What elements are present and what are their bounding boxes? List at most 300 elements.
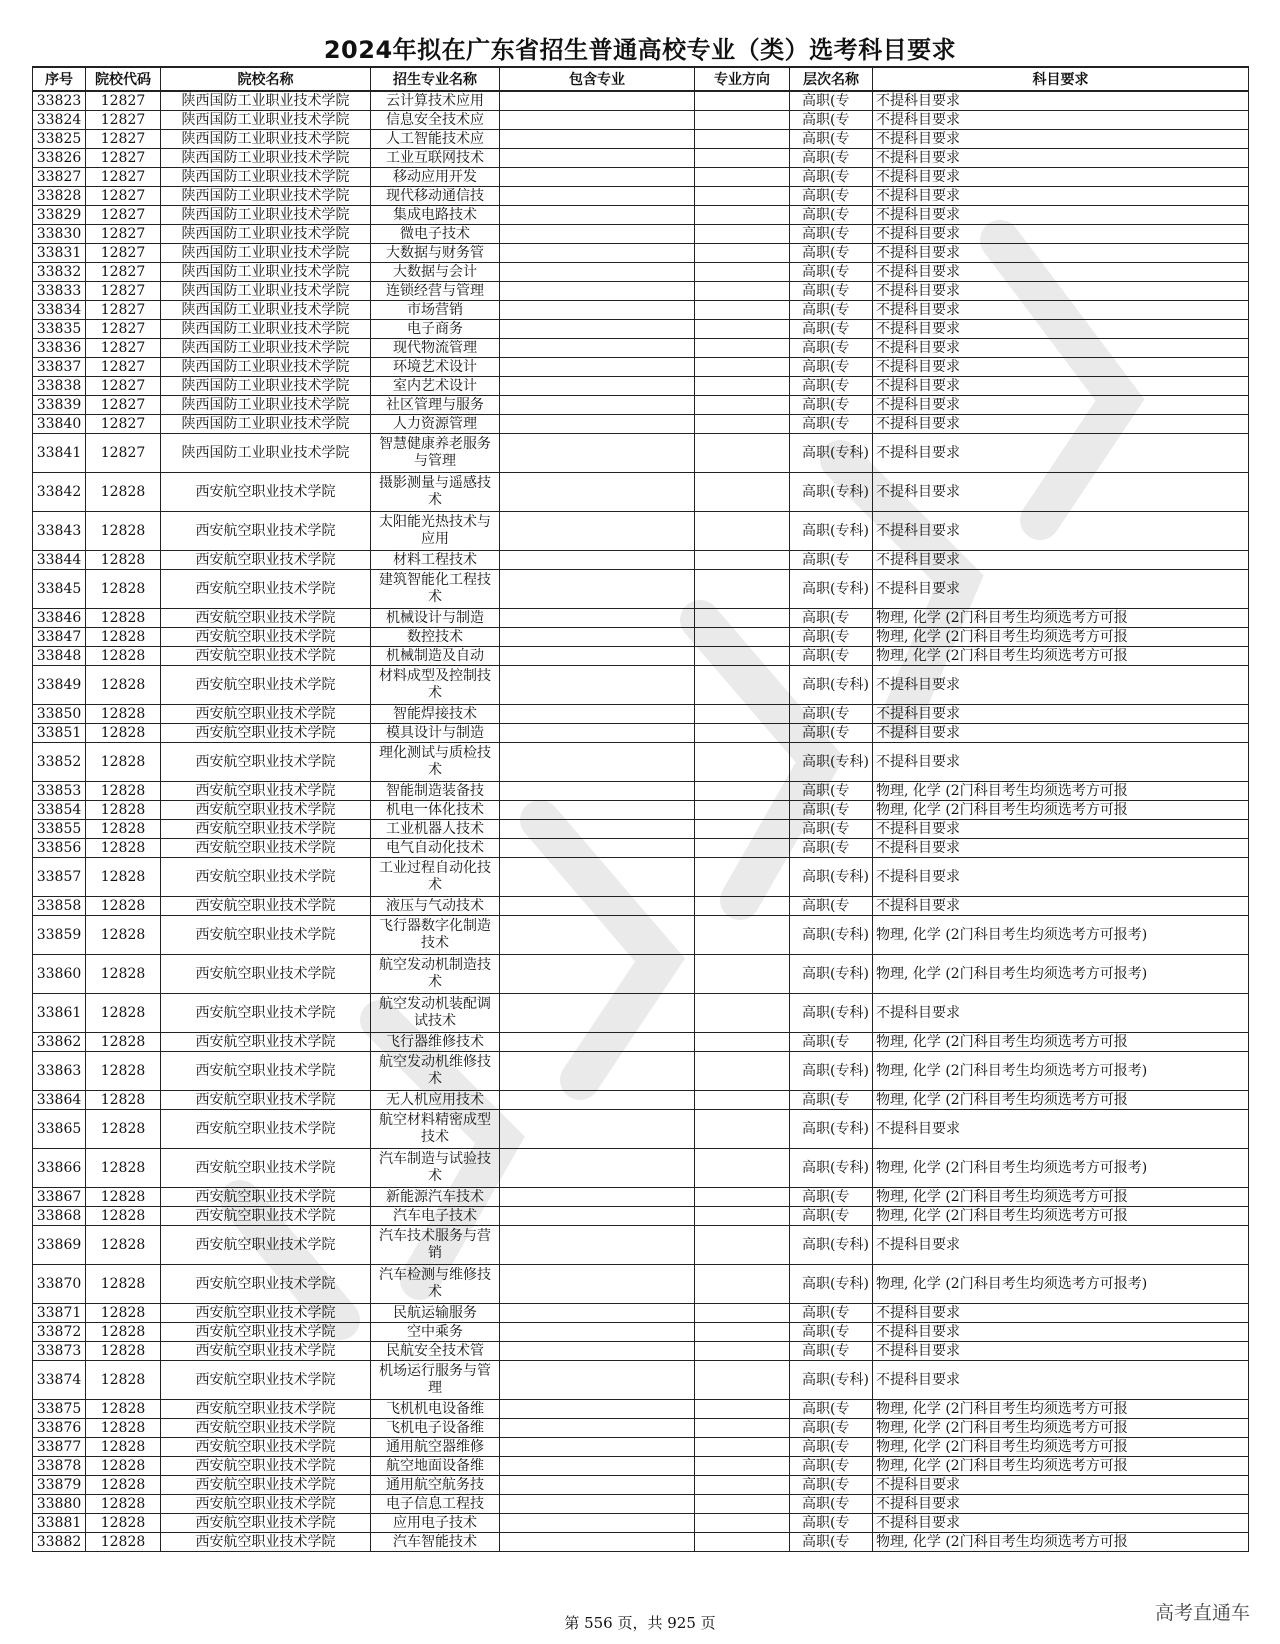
table-row (33, 263, 1249, 282)
row-index: 33874 (33, 1361, 86, 1400)
row-index: 33855 (33, 820, 86, 839)
row-level: 高职(专 (790, 206, 873, 225)
row-direction (695, 187, 790, 206)
row-school-name: 西安航空职业技术学院 (161, 473, 371, 512)
row-requirement: 不提科目要求 (873, 1476, 1249, 1495)
row-requirement: 物理, 化学 (2门科目考生均须选考方可报 (873, 782, 1249, 801)
row-school-name: 西安航空职业技术学院 (161, 1226, 371, 1265)
row-direction (695, 149, 790, 168)
row-direction (695, 244, 790, 263)
row-index: 33840 (33, 415, 86, 434)
row-index: 33857 (33, 858, 86, 897)
table-row (33, 666, 1249, 705)
table-row (33, 1419, 1249, 1438)
row-level: 高职(专 (790, 91, 873, 111)
row-requirement: 不提科目要求 (873, 1342, 1249, 1361)
row-major: 汽车制造与试验技术 (371, 1149, 500, 1188)
row-requirement: 物理, 化学 (2门科目考生均须选考方可报 (873, 647, 1249, 666)
row-requirement: 不提科目要求 (873, 1495, 1249, 1514)
row-major: 室内艺术设计 (371, 377, 500, 396)
table-row (33, 282, 1249, 301)
row-direction (695, 434, 790, 473)
table-row (33, 724, 1249, 743)
row-index: 33826 (33, 149, 86, 168)
row-school-code: 12827 (86, 225, 161, 244)
row-school-name: 西安航空职业技术学院 (161, 820, 371, 839)
row-school-code: 12828 (86, 473, 161, 512)
row-school-code: 12828 (86, 666, 161, 705)
row-requirement: 不提科目要求 (873, 724, 1249, 743)
table-row (33, 301, 1249, 320)
row-direction (695, 1033, 790, 1052)
row-included (500, 705, 695, 724)
row-requirement: 物理, 化学 (2门科目考生均须选考方可报考) (873, 1265, 1249, 1304)
row-school-code: 12828 (86, 994, 161, 1033)
row-school-name: 陕西国防工业职业技术学院 (161, 301, 371, 320)
row-requirement: 不提科目要求 (873, 339, 1249, 358)
row-school-code: 12828 (86, 628, 161, 647)
row-school-name: 陕西国防工业职业技术学院 (161, 111, 371, 130)
row-school-name: 西安航空职业技术学院 (161, 1457, 371, 1476)
row-school-code: 12828 (86, 1304, 161, 1323)
row-level: 高职(专 (790, 301, 873, 320)
row-school-code: 12828 (86, 743, 161, 782)
table-row (33, 916, 1249, 955)
row-major: 电子信息工程技 (371, 1495, 500, 1514)
row-direction (695, 820, 790, 839)
row-direction (695, 1323, 790, 1342)
row-requirement: 物理, 化学 (2门科目考生均须选考方可报 (873, 1188, 1249, 1207)
table-row (33, 339, 1249, 358)
row-major: 飞行器数字化制造技术 (371, 916, 500, 955)
row-school-code: 12828 (86, 570, 161, 609)
row-school-code: 12828 (86, 1149, 161, 1188)
row-index: 33847 (33, 628, 86, 647)
row-major: 集成电路技术 (371, 206, 500, 225)
row-included (500, 168, 695, 187)
row-school-code: 12828 (86, 858, 161, 897)
row-direction (695, 301, 790, 320)
row-major: 飞机电子设备维 (371, 1419, 500, 1438)
table-row (33, 415, 1249, 434)
row-direction (695, 666, 790, 705)
row-direction (695, 358, 790, 377)
row-index: 33866 (33, 1149, 86, 1188)
row-major: 汽车技术服务与营销 (371, 1226, 500, 1265)
row-direction (695, 1110, 790, 1149)
row-included (500, 743, 695, 782)
table-row (33, 1514, 1249, 1533)
row-school-code: 12827 (86, 263, 161, 282)
row-level: 高职(专 (790, 187, 873, 206)
row-direction (695, 705, 790, 724)
row-requirement: 不提科目要求 (873, 858, 1249, 897)
row-level: 高职(专 (790, 111, 873, 130)
row-included (500, 1149, 695, 1188)
row-level: 高职(专科) (790, 1110, 873, 1149)
row-included (500, 1091, 695, 1110)
table-row (33, 705, 1249, 724)
row-major: 机电一体化技术 (371, 801, 500, 820)
row-school-code: 12828 (86, 1188, 161, 1207)
row-requirement: 不提科目要求 (873, 994, 1249, 1033)
row-index: 33850 (33, 705, 86, 724)
row-direction (695, 1149, 790, 1188)
row-requirement: 物理, 化学 (2门科目考生均须选考方可报 (873, 1033, 1249, 1052)
table-row (33, 743, 1249, 782)
table-row (33, 168, 1249, 187)
row-major: 建筑智能化工程技术 (371, 570, 500, 609)
row-direction (695, 858, 790, 897)
table-row (33, 1361, 1249, 1400)
row-school-name: 陕西国防工业职业技术学院 (161, 168, 371, 187)
row-school-name: 西安航空职业技术学院 (161, 994, 371, 1033)
row-requirement: 不提科目要求 (873, 820, 1249, 839)
row-level: 高职(专科) (790, 473, 873, 512)
row-level: 高职(专 (790, 609, 873, 628)
table-row (33, 609, 1249, 628)
row-major: 航空发动机维修技术 (371, 1052, 500, 1091)
table-row (33, 1265, 1249, 1304)
row-major: 云计算技术应用 (371, 91, 500, 111)
row-major: 航空发动机制造技术 (371, 955, 500, 994)
row-level: 高职(专 (790, 705, 873, 724)
row-index: 33825 (33, 130, 86, 149)
row-included (500, 955, 695, 994)
row-level: 高职(专 (790, 897, 873, 916)
row-major: 应用电子技术 (371, 1514, 500, 1533)
row-direction (695, 955, 790, 994)
row-school-name: 西安航空职业技术学院 (161, 839, 371, 858)
row-direction (695, 1265, 790, 1304)
row-included (500, 1304, 695, 1323)
row-direction (695, 1476, 790, 1495)
row-index: 33854 (33, 801, 86, 820)
row-included (500, 666, 695, 705)
row-index: 33845 (33, 570, 86, 609)
table-row (33, 149, 1249, 168)
row-level: 高职(专 (790, 1304, 873, 1323)
row-major: 人力资源管理 (371, 415, 500, 434)
row-included (500, 1457, 695, 1476)
row-level: 高职(专 (790, 1323, 873, 1342)
row-included (500, 130, 695, 149)
row-requirement: 不提科目要求 (873, 839, 1249, 858)
row-direction (695, 130, 790, 149)
row-major: 飞行器维修技术 (371, 1033, 500, 1052)
table-row (33, 1207, 1249, 1226)
row-index: 33853 (33, 782, 86, 801)
row-included (500, 282, 695, 301)
row-requirement: 不提科目要求 (873, 473, 1249, 512)
row-school-code: 12827 (86, 358, 161, 377)
col-header-level: 层次名称 (790, 67, 873, 91)
row-included (500, 1400, 695, 1419)
row-level: 高职(专 (790, 1188, 873, 1207)
row-major: 新能源汽车技术 (371, 1188, 500, 1207)
row-requirement: 物理, 化学 (2门科目考生均须选考方可报 (873, 1533, 1249, 1552)
row-school-code: 12827 (86, 187, 161, 206)
row-included (500, 1495, 695, 1514)
row-school-code: 12827 (86, 282, 161, 301)
row-index: 33882 (33, 1533, 86, 1552)
row-requirement: 不提科目要求 (873, 743, 1249, 782)
row-requirement: 物理, 化学 (2门科目考生均须选考方可报 (873, 1400, 1249, 1419)
row-index: 33859 (33, 916, 86, 955)
row-school-code: 12827 (86, 415, 161, 434)
row-school-code: 12828 (86, 1091, 161, 1110)
row-direction (695, 111, 790, 130)
row-school-name: 西安航空职业技术学院 (161, 1110, 371, 1149)
row-included (500, 858, 695, 897)
row-direction (695, 168, 790, 187)
row-level: 高职(专 (790, 628, 873, 647)
row-school-name: 西安航空职业技术学院 (161, 647, 371, 666)
row-requirement: 不提科目要求 (873, 1361, 1249, 1400)
row-major: 大数据与财务管 (371, 244, 500, 263)
row-index: 33834 (33, 301, 86, 320)
row-level: 高职(专科) (790, 1265, 873, 1304)
row-school-code: 12827 (86, 434, 161, 473)
row-included (500, 1342, 695, 1361)
row-index: 33838 (33, 377, 86, 396)
row-requirement: 不提科目要求 (873, 1304, 1249, 1323)
row-major: 通用航空器维修 (371, 1438, 500, 1457)
row-level: 高职(专 (790, 377, 873, 396)
row-included (500, 415, 695, 434)
row-included (500, 339, 695, 358)
row-level: 高职(专 (790, 225, 873, 244)
row-index: 33879 (33, 1476, 86, 1495)
row-requirement: 物理, 化学 (2门科目考生均须选考方可报考) (873, 1052, 1249, 1091)
row-level: 高职(专 (790, 801, 873, 820)
row-included (500, 187, 695, 206)
row-direction (695, 1226, 790, 1265)
row-level: 高职(专 (790, 782, 873, 801)
row-included (500, 1514, 695, 1533)
row-index: 33858 (33, 897, 86, 916)
row-level: 高职(专 (790, 1495, 873, 1514)
row-index: 33843 (33, 512, 86, 551)
row-school-code: 12828 (86, 1033, 161, 1052)
row-level: 高职(专 (790, 358, 873, 377)
row-direction (695, 1361, 790, 1400)
row-index: 33860 (33, 955, 86, 994)
brand-watermark-text: 高考直通车 (1154, 1602, 1250, 1624)
row-school-name: 陕西国防工业职业技术学院 (161, 244, 371, 263)
row-school-name: 西安航空职业技术学院 (161, 801, 371, 820)
row-school-code: 12827 (86, 301, 161, 320)
row-index: 33871 (33, 1304, 86, 1323)
row-school-code: 12827 (86, 130, 161, 149)
row-included (500, 1207, 695, 1226)
row-included (500, 647, 695, 666)
row-included (500, 206, 695, 225)
row-included (500, 320, 695, 339)
row-level: 高职(专 (790, 263, 873, 282)
row-included (500, 91, 695, 111)
row-direction (695, 1457, 790, 1476)
row-level: 高职(专 (790, 339, 873, 358)
row-index: 33828 (33, 187, 86, 206)
row-requirement: 不提科目要求 (873, 1226, 1249, 1265)
row-index: 33830 (33, 225, 86, 244)
row-major: 民航安全技术管 (371, 1342, 500, 1361)
row-major: 环境艺术设计 (371, 358, 500, 377)
row-direction (695, 1419, 790, 1438)
row-index: 33856 (33, 839, 86, 858)
row-index: 33873 (33, 1342, 86, 1361)
row-level: 高职(专 (790, 647, 873, 666)
row-index: 33877 (33, 1438, 86, 1457)
row-included (500, 301, 695, 320)
row-index: 33872 (33, 1323, 86, 1342)
row-included (500, 628, 695, 647)
row-major: 微电子技术 (371, 225, 500, 244)
row-index: 33833 (33, 282, 86, 301)
row-major: 理化测试与质检技术 (371, 743, 500, 782)
row-requirement: 物理, 化学 (2门科目考生均须选考方可报 (873, 1091, 1249, 1110)
row-index: 33839 (33, 396, 86, 415)
row-school-name: 西安航空职业技术学院 (161, 609, 371, 628)
row-school-name: 陕西国防工业职业技术学院 (161, 396, 371, 415)
row-included (500, 244, 695, 263)
row-direction (695, 512, 790, 551)
row-direction (695, 339, 790, 358)
table-row (33, 1400, 1249, 1419)
row-requirement: 不提科目要求 (873, 130, 1249, 149)
row-school-name: 西安航空职业技术学院 (161, 705, 371, 724)
table-row (33, 1457, 1249, 1476)
row-included (500, 609, 695, 628)
row-requirement: 不提科目要求 (873, 396, 1249, 415)
row-direction (695, 1400, 790, 1419)
row-direction (695, 724, 790, 743)
row-included (500, 1265, 695, 1304)
row-school-name: 陕西国防工业职业技术学院 (161, 225, 371, 244)
row-school-name: 陕西国防工业职业技术学院 (161, 130, 371, 149)
row-index: 33852 (33, 743, 86, 782)
table-row (33, 320, 1249, 339)
row-school-name: 西安航空职业技术学院 (161, 1400, 371, 1419)
row-included (500, 396, 695, 415)
row-school-code: 12828 (86, 1323, 161, 1342)
col-header-requirement: 科目要求 (873, 67, 1249, 91)
table-row (33, 111, 1249, 130)
row-major: 空中乘务 (371, 1323, 500, 1342)
row-school-code: 12827 (86, 111, 161, 130)
row-level: 高职(专科) (790, 955, 873, 994)
table-row (33, 647, 1249, 666)
row-requirement: 不提科目要求 (873, 897, 1249, 916)
row-school-name: 陕西国防工业职业技术学院 (161, 320, 371, 339)
row-included (500, 839, 695, 858)
col-header-school-name: 院校名称 (161, 67, 371, 91)
row-requirement: 不提科目要求 (873, 187, 1249, 206)
table-row (33, 1304, 1249, 1323)
row-school-code: 12828 (86, 897, 161, 916)
row-requirement: 物理, 化学 (2门科目考生均须选考方可报 (873, 1438, 1249, 1457)
row-requirement: 不提科目要求 (873, 1110, 1249, 1149)
row-school-name: 西安航空职业技术学院 (161, 724, 371, 743)
table-row (33, 130, 1249, 149)
row-major: 现代物流管理 (371, 339, 500, 358)
row-school-code: 12828 (86, 724, 161, 743)
row-school-code: 12827 (86, 91, 161, 111)
table-row (33, 244, 1249, 263)
row-level: 高职(专科) (790, 1361, 873, 1400)
row-level: 高职(专科) (790, 916, 873, 955)
row-school-name: 西安航空职业技术学院 (161, 1323, 371, 1342)
row-included (500, 377, 695, 396)
row-included (500, 916, 695, 955)
row-direction (695, 1052, 790, 1091)
row-index: 33835 (33, 320, 86, 339)
row-major: 工业过程自动化技术 (371, 858, 500, 897)
row-school-name: 陕西国防工业职业技术学院 (161, 377, 371, 396)
row-school-code: 12828 (86, 1476, 161, 1495)
row-included (500, 149, 695, 168)
row-school-name: 西安航空职业技术学院 (161, 512, 371, 551)
row-major: 社区管理与服务 (371, 396, 500, 415)
row-school-name: 西安航空职业技术学院 (161, 1052, 371, 1091)
row-school-code: 12827 (86, 244, 161, 263)
row-index: 33876 (33, 1419, 86, 1438)
row-major: 模具设计与制造 (371, 724, 500, 743)
row-requirement: 不提科目要求 (873, 244, 1249, 263)
row-level: 高职(专 (790, 1033, 873, 1052)
row-direction (695, 551, 790, 570)
row-school-name: 陕西国防工业职业技术学院 (161, 339, 371, 358)
row-school-code: 12827 (86, 396, 161, 415)
row-requirement: 物理, 化学 (2门科目考生均须选考方可报 (873, 628, 1249, 647)
table-row (33, 206, 1249, 225)
table-row (33, 1188, 1249, 1207)
row-school-name: 西安航空职业技术学院 (161, 570, 371, 609)
row-index: 33836 (33, 339, 86, 358)
row-school-code: 12828 (86, 609, 161, 628)
table-row (33, 1342, 1249, 1361)
row-school-code: 12828 (86, 551, 161, 570)
row-requirement: 不提科目要求 (873, 91, 1249, 111)
row-level: 高职(专科) (790, 570, 873, 609)
row-included (500, 1110, 695, 1149)
row-direction (695, 396, 790, 415)
row-requirement: 不提科目要求 (873, 666, 1249, 705)
row-direction (695, 473, 790, 512)
row-school-name: 西安航空职业技术学院 (161, 897, 371, 916)
row-requirement: 物理, 化学 (2门科目考生均须选考方可报考) (873, 916, 1249, 955)
row-included (500, 263, 695, 282)
row-level: 高职(专科) (790, 1149, 873, 1188)
row-level: 高职(专 (790, 149, 873, 168)
row-direction (695, 1438, 790, 1457)
row-direction (695, 377, 790, 396)
row-index: 33823 (33, 91, 86, 111)
row-direction (695, 1495, 790, 1514)
row-included (500, 1419, 695, 1438)
row-school-name: 西安航空职业技术学院 (161, 1188, 371, 1207)
row-direction (695, 994, 790, 1033)
row-school-code: 12827 (86, 149, 161, 168)
table-row (33, 782, 1249, 801)
row-school-code: 12828 (86, 782, 161, 801)
row-requirement: 不提科目要求 (873, 434, 1249, 473)
row-requirement: 不提科目要求 (873, 111, 1249, 130)
row-index: 33864 (33, 1091, 86, 1110)
row-level: 高职(专科) (790, 512, 873, 551)
row-level: 高职(专科) (790, 1226, 873, 1265)
